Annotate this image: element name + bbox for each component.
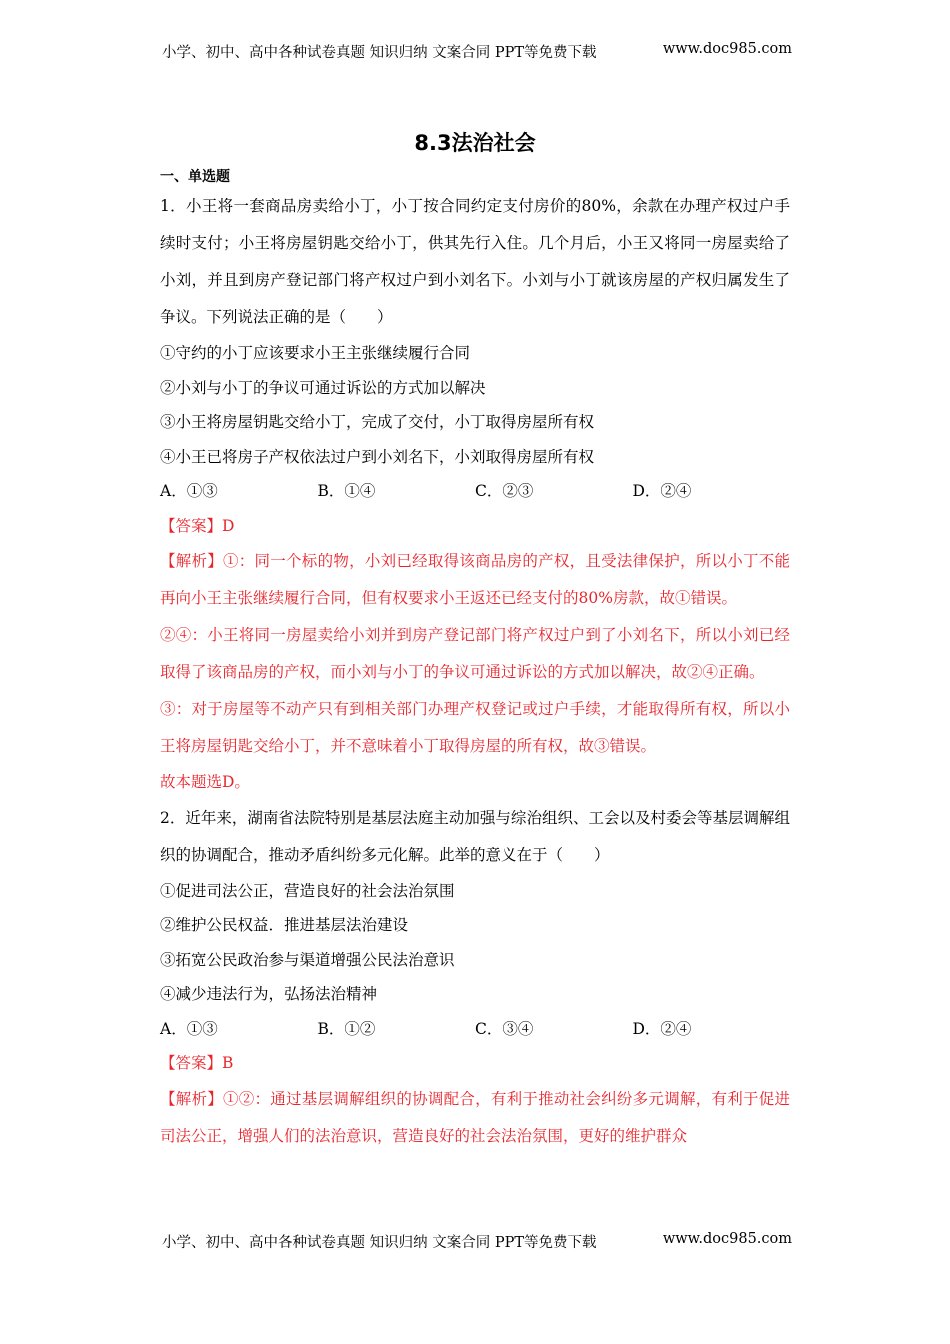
- question-1-analysis-part: ②④：小王将同一房屋卖给小刘并到房产登记部门将产权过户到了小刘名下，所以小刘已经取得了该商品房的产权，而小刘与小丁的争议可通过诉讼的方式加以解决，故②④正确。: [160, 626, 790, 681]
- answer-value: B: [222, 1054, 234, 1072]
- question-2-option: ③拓宽公民政治参与渠道增强公民法治意识: [160, 950, 455, 969]
- question-2-option: ②维护公民权益．推进基层法治建设: [160, 916, 409, 934]
- question-2-analysis: [160, 1081, 790, 1155]
- analysis-text: ①②：通过基层调解组织的协调配合，有利于推动社会纠纷多元调解，有利于促进司法公正，增强人们的法治意识，营造良好的社会法治氛围，更好的维护群众: [160, 1089, 790, 1145]
- choice-b: B．①④: [317, 482, 376, 500]
- choice-d: D．②④: [632, 482, 692, 500]
- question-2-option: ④减少违法行为，弘扬法治精神: [160, 985, 378, 1003]
- footer-site-url[interactable]: www.doc985.com: [662, 1231, 792, 1247]
- question-2-option: ①促进司法公正，营造良好的社会法治氛围: [160, 881, 455, 900]
- answer-tag: 【答案】: [160, 516, 223, 535]
- question-2-choices: [160, 1012, 790, 1047]
- question-1-option: ①守约的小丁应该要求小王主张继续履行合同: [160, 344, 471, 362]
- document-body: [160, 166, 790, 1155]
- answer-tag: 【答案】: [160, 1054, 223, 1072]
- choice-c: C．②③: [475, 482, 534, 500]
- section-heading: 一、单选题: [160, 169, 230, 185]
- choice-b: B．①②: [317, 1019, 376, 1038]
- question-1-choices: [160, 474, 790, 509]
- footer-promo-text: 小学、初中、高中各种试卷真题 知识归纳 文案合同 PPT等免费下载: [162, 1235, 597, 1251]
- question-1-stem: 1．小王将一套商品房卖给小丁，小丁按合同约定支付房价的80%，余款在办理产权过户手续时支付；小王将房屋钥匙交给小丁，供其先行入住。几个月后，小王又将同一房屋卖给了小刘，并且到房产登记部门将产权过户到小刘名下。小刘与小丁就该房屋的产权归属发生了争议。下列说法正确的是（ ）: [160, 197, 790, 326]
- question-2-stem: 2．近年来，湖南省法院特别是基层法庭主动加强与综治组织、工会以及村委会等基层调解组织的协调配合，推动矛盾纠纷多元化解。此举的意义在于（ ）: [160, 808, 790, 864]
- answer-value: D: [222, 516, 235, 535]
- header-site-url[interactable]: www.doc985.com: [662, 41, 792, 57]
- header-promo-text: 小学、初中、高中各种试卷真题 知识归纳 文案合同 PPT等免费下载: [162, 45, 597, 61]
- page-title: 8.3法治社会: [414, 131, 536, 155]
- question-1-analysis-part: ③：对于房屋等不动产只有到相关部门办理产权登记或过户手续，才能取得所有权，所以小王将房屋钥匙交给小丁，并不意味着小丁取得房屋的所有权，故③错误。: [160, 700, 790, 755]
- choice-c: C．③④: [475, 1019, 534, 1038]
- question-1-analysis: [160, 543, 790, 617]
- analysis-tag: 【解析】: [160, 552, 224, 570]
- question-1-option: ④小王已将房子产权依法过户到小刘名下，小刘取得房屋所有权: [160, 447, 595, 466]
- question-1-option: ③小王将房屋钥匙交给小丁，完成了交付，小丁取得房屋所有权: [160, 413, 595, 431]
- analysis-tag: 【解析】: [160, 1089, 224, 1108]
- analysis-text: ①：同一个标的物，小刘已经取得该商品房的产权，且受法律保护，所以小丁不能再向小王主张继续履行合同，但有权要求小王返还已经支付的80%房款，故①错误。: [160, 552, 790, 607]
- page-footer: [162, 1231, 792, 1252]
- question-1-conclusion: 故本题选D。: [160, 773, 250, 791]
- question-1-answer: [160, 509, 790, 544]
- question-1-option: ②小刘与小丁的争议可通过诉讼的方式加以解决: [160, 378, 486, 397]
- choice-a: A．①③: [160, 1019, 218, 1038]
- choice-d: D．②④: [632, 1019, 692, 1038]
- page-header: [162, 41, 792, 62]
- question-2-answer: [160, 1046, 790, 1081]
- choice-a: A．①③: [160, 482, 218, 500]
